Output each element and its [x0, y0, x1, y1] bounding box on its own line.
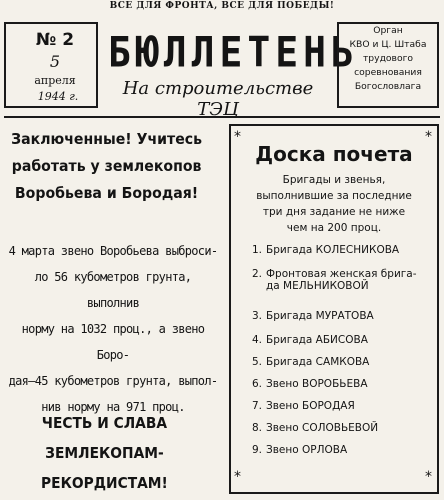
item-number: 9. — [252, 444, 263, 456]
item-number: 2. — [252, 268, 263, 280]
honor-board-subtitle — [232, 172, 436, 236]
item-number: 8. — [252, 422, 263, 434]
honor-line: ЗЕМЛЕКОПАМ- — [45, 444, 164, 462]
honor-board-title: Доска почета — [255, 142, 413, 166]
item-text: Фронтовая женская брига- — [266, 268, 417, 280]
list-item — [252, 244, 436, 256]
report-line: дая—45 кубометров грунта, выпол- — [8, 374, 218, 388]
report-line: нив норму на 971 проц. — [41, 400, 185, 414]
item-text-continued: да МЕЛЬНИКОВОЙ — [266, 280, 369, 292]
appeal-headline — [6, 126, 207, 207]
star-icon: * — [425, 469, 432, 485]
slogan: ВСЕ ДЛЯ ФРОНТА, ВСЕ ДЛЯ ПОБЕДЫ! — [109, 1, 335, 11]
report-line: 4 марта звено Воробьева выброси- — [8, 244, 218, 258]
issue-month: апреля — [34, 74, 76, 87]
issue-year: 1944 г. — [37, 90, 79, 103]
item-number: 3. — [252, 310, 263, 322]
organ-text — [339, 24, 437, 94]
list-item — [252, 334, 436, 346]
list-item — [252, 378, 436, 390]
item-number: 7. — [252, 400, 263, 412]
organ-line: трудового — [362, 53, 414, 64]
organ-line: соревнования — [354, 67, 422, 78]
item-number: 5. — [252, 356, 263, 368]
appeal-line: работать у землекопов — [11, 157, 202, 175]
item-text: Звено СОЛОВЬЕВОЙ — [266, 422, 379, 434]
organ-line: КВО и Ц. Штаба — [349, 39, 427, 50]
subtitle-line: Бригады и звенья, — [282, 174, 386, 186]
star-icon: * — [234, 469, 241, 485]
page-title: БЮЛЛЕТЕНЬ — [108, 27, 359, 77]
item-text: Звено ВОРОБЬЕВА — [266, 378, 368, 390]
item-text: Бригада МУРАТОВА — [266, 310, 374, 322]
report-line: норму на 1032 проц., а звено Боро- — [21, 322, 205, 362]
issue-day: 5 — [49, 52, 61, 71]
item-number: 1. — [252, 244, 263, 256]
list-item — [252, 444, 436, 456]
honor-slogan — [6, 408, 203, 498]
header-divider — [4, 116, 440, 118]
star-icon: * — [425, 129, 432, 145]
page-subtitle: На строительстве ТЭЦ — [122, 78, 314, 120]
issue-number: № 2 — [35, 30, 75, 50]
list-item — [252, 422, 436, 434]
honor-line: ЧЕСТЬ И СЛАВА — [41, 414, 168, 432]
item-number: 6. — [252, 378, 263, 390]
honor-line: РЕКОРДИСТАМ! — [41, 474, 168, 492]
subtitle-line: выполнившие за последние — [256, 190, 412, 202]
star-icon: * — [234, 129, 241, 145]
item-text: Звено БОРОДАЯ — [266, 400, 355, 412]
subtitle-line: чем на 200 проц. — [286, 222, 382, 234]
item-text: Бригада КОЛЕСНИКОВА — [266, 244, 400, 256]
item-number: 4. — [252, 334, 263, 346]
list-item — [252, 356, 436, 368]
organ-line: Богословлага — [354, 81, 422, 92]
organ-line: Орган — [373, 25, 403, 36]
subtitle-line: три дня задание не ниже — [262, 206, 406, 218]
report-paragraph — [6, 238, 220, 420]
list-item — [252, 400, 436, 412]
list-item — [252, 268, 436, 292]
item-text: Бригада АБИСОВА — [266, 334, 368, 346]
report-line: ло 56 кубометров грунта, выполнив — [34, 270, 192, 310]
appeal-line: Воробьева и Бородая! — [14, 184, 199, 202]
appeal-line: Заключенные! Учитесь — [11, 130, 203, 148]
list-item — [252, 310, 436, 322]
item-text: Бригада САМКОВА — [266, 356, 370, 368]
item-text: Звено ОРЛОВА — [266, 444, 348, 456]
